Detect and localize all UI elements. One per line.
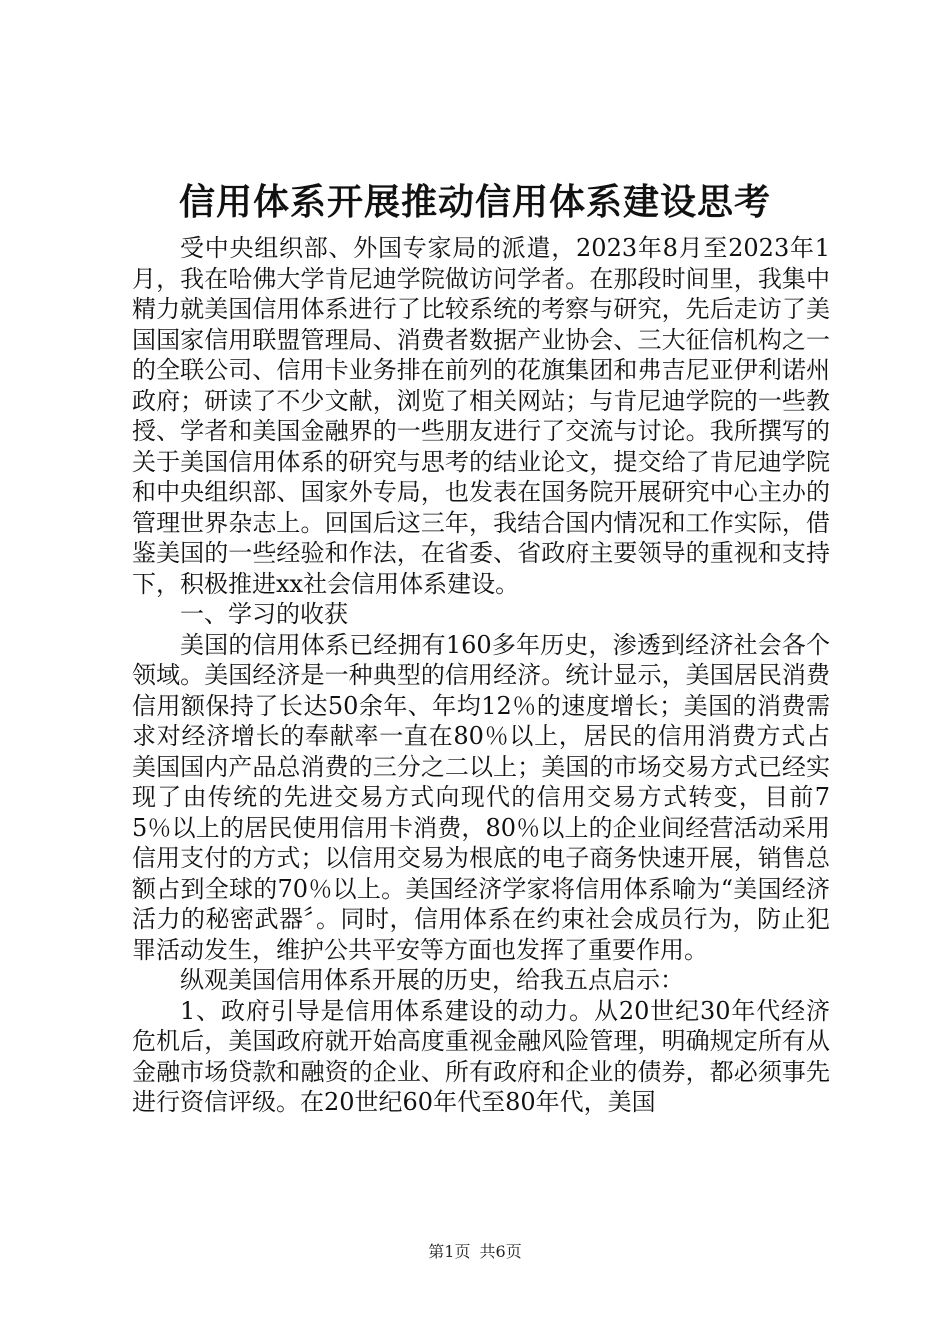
paragraph-intro: 受中央组织部、外国专家局的派遣，2023年8月至2023年1月，我在哈佛大学肯尼迪学院做访问学者。在那段时间里，我集中精力就美国信用体系进行了比较系统的考察与研究，先后走访了美国国家信用联盟管理局、消费者数据产业协会、三大征信机构之一的全联公司、信用卡业务排在前列的花旗集团和弗吉尼亚伊利诺州政府；研读了不少文献，浏览了相关网站；与肯尼迪学院的一些教授、学者和美国金融界的一些朋友进行了交流与讨论。我所撰写的关于美国信用体系的研究与思考的结业论文，提交给了肯尼迪学院和中央组织部、国家外专局，也发表在国务院开展研究中心主办的管理世界杂志上。回国后这三年，我结合国内情况和工作实际，借鉴美国的一些经验和作法，在省委、省政府主要领导的重视和支持下，积极推进xx社会信用体系建设。 bbox=[132, 234, 830, 598]
document-title: 信用体系开展推动信用体系建设思考 bbox=[178, 181, 771, 223]
paragraph-lesson-1: 1、政府引导是信用体系建设的动力。从20世纪30年代经济危机后，美国政府就开始高度重视金融风险管理，明确规定所有从金融市场贷款和融资的企业、所有政府和企业的债券，都必须事先进行资信评级。在20世纪60年代至80年代，美国 bbox=[132, 996, 830, 1116]
document-body bbox=[132, 233, 830, 1118]
paragraph-lessons-intro: 纵观美国信用体系开展的历史，给我五点启示： bbox=[180, 966, 684, 994]
section-heading: 一、学习的收获 bbox=[180, 600, 348, 628]
page-total: 共6页 bbox=[479, 1242, 522, 1261]
paragraph-history: 美国的信用体系已经拥有160多年历史，渗透到经济社会各个领域。美国经济是一种典型的信用经济。统计显示，美国居民消费信用额保持了长达50余年、年均12％的速度增长；美国的消费需求对经济增长的奉献率一直在80％以上，居民的信用消费方式占美国国内产品总消费的三分之二以上；美国的市场交易方式已经实现了由传统的先进交易方式向现代的信用交易方式转变，目前75％以上的居民使用信用卡消费，80％以上的企业间经营活动采用信用支付的方式；以信用交易为根底的电子商务快速开展，销售总额占到全球的70％以上。美国经济学家将信用体系喻为“美国经济活力的秘密武器〞。同时，信用体系在约束社会成员行为，防止犯罪活动发生，维护公共平安等方面也发挥了重要作用。 bbox=[132, 630, 830, 964]
page-number: 第1页 bbox=[428, 1242, 471, 1261]
page-footer bbox=[0, 1242, 950, 1262]
